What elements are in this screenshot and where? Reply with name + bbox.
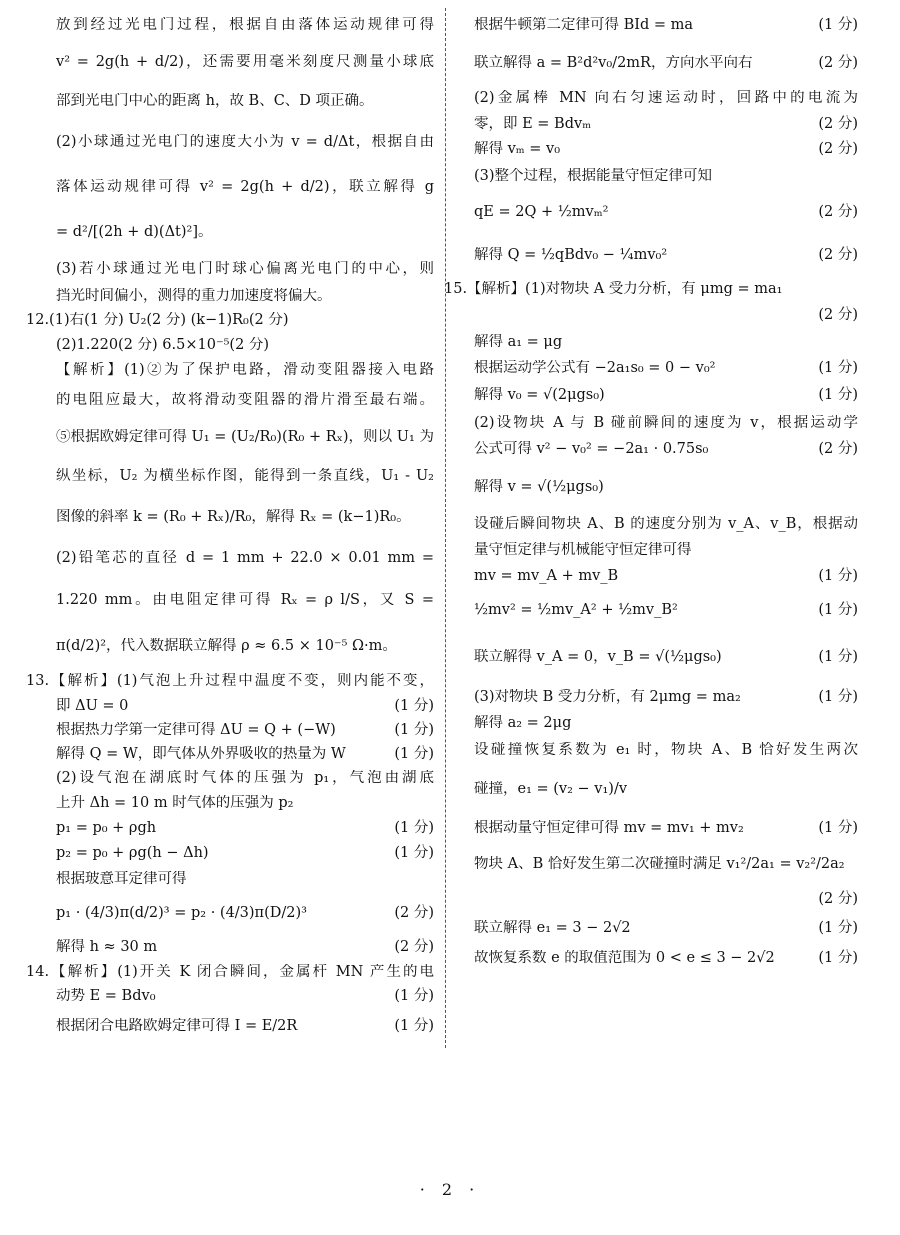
text-line — [56, 985, 434, 1009]
score-points: (1 分) — [394, 745, 434, 762]
line-text: 纵坐标，U₂ 为横坐标作图，能得到一条直线，U₁ - U₂ — [56, 467, 434, 484]
text-line — [474, 303, 858, 329]
line-text: 解得 h ≈ 30 m — [56, 939, 158, 956]
line-text: p₁ = p₀ + ρgh — [56, 820, 157, 837]
text-line — [56, 418, 434, 458]
text-line — [56, 284, 434, 309]
line-text: 碰撞，e₁ = (v₂ − v₁)/v — [474, 781, 628, 798]
text-line — [56, 791, 434, 817]
line-text: 根据动量守恒定律可得 mv = mv₁ + mv₂ — [474, 820, 744, 837]
text-line — [474, 512, 858, 537]
line-text: ⑤根据欧姆定律可得 U₁ = (U₂/R₀)(R₀ + Rₓ)，则以 U₁ 为 — [56, 429, 434, 446]
text-line — [56, 120, 434, 165]
line-text: 【解析】(1)②为了保护电路，滑动变阻器接入电路 — [56, 361, 434, 378]
line-text: 根据运动学公式有 −2a₁s₀ = 0 − v₀² — [474, 359, 716, 376]
text-line — [474, 766, 858, 814]
text-line — [474, 944, 858, 974]
text-line — [56, 742, 434, 767]
line-text: 图像的斜率 k = (R₀ + Rₓ)/R₀，解得 Rₓ = (k−1)R₀。 — [56, 508, 411, 525]
score-points: (1 分) — [818, 601, 858, 618]
text-line — [474, 736, 858, 766]
line-text: (2)设物块 A 与 B 碰前瞬间的速度为 v，根据运动学 — [474, 414, 858, 431]
line-text: 落体运动规律可得 v² = 2g(h + d/2)，联立解得 g — [56, 178, 434, 195]
line-text: 上升 Δh = 10 m 时气体的压强为 p₂ — [56, 795, 294, 812]
line-text: 根据玻意耳定律可得 — [56, 870, 187, 887]
text-line — [474, 564, 858, 589]
score-points: (1 分) — [818, 16, 858, 33]
text-line — [474, 632, 858, 684]
line-text: 解得 Q = ½qBdv₀ − ¼mv₀² — [474, 246, 668, 263]
line-text: 14.【解析】(1)开关 K 闭合瞬间，金属杆 MN 产生的电 — [26, 964, 434, 981]
text-line — [474, 914, 858, 944]
score-points: (1 分) — [394, 721, 434, 738]
text-line — [474, 684, 858, 711]
line-text: 解得 a₂ = 2μg — [474, 714, 572, 731]
text-line — [474, 436, 858, 464]
score-points: (1 分) — [818, 359, 858, 376]
text-line — [474, 162, 858, 191]
text-line — [56, 935, 434, 961]
line-text: 根据闭合电路欧姆定律可得 I = E/2R — [56, 1018, 298, 1035]
text-line — [26, 309, 434, 333]
text-line — [474, 711, 858, 736]
text-line — [474, 191, 858, 234]
line-text: mv = mv_A + mv_B — [474, 567, 619, 584]
line-text: (2)金属棒 MN 向右匀速运动时，回路中的电流为 — [474, 89, 858, 106]
text-line — [474, 234, 858, 277]
line-text: p₁ · (4/3)π(d/2)³ = p₂ · (4/3)π(D/2)³ — [56, 905, 307, 922]
text-line — [56, 358, 434, 383]
score-points: (2 分) — [394, 905, 434, 922]
score-points: (1 分) — [818, 920, 858, 937]
score-points: (1 分) — [818, 820, 858, 837]
line-text: qE = 2Q + ½mvₘ² — [474, 203, 609, 220]
line-text: p₂ = p₀ + ρg(h − Δh) — [56, 844, 209, 861]
line-text: (2)1.220(2 分) 6.5×10⁻⁵(2 分) — [56, 336, 270, 353]
line-text: 根据热力学第一定律可得 ΔU = Q + (−W) — [56, 721, 336, 738]
text-line — [474, 381, 858, 411]
line-text: 设碰撞恢复系数为 e₁ 时，物块 A、B 恰好发生两次 — [474, 742, 858, 759]
line-text: 的电阻应最大，故将滑动变阻器的滑片滑至最右端。 — [56, 391, 434, 408]
text-line — [56, 893, 434, 935]
line-text: 故恢复系数 e 的取值范围为 0 < e ≤ 3 − 2√2 — [474, 950, 775, 967]
score-points: (1 分) — [394, 820, 434, 837]
text-line — [474, 43, 858, 85]
line-text: 零，即 E = Bdvₘ — [474, 115, 592, 132]
score-points: (2 分) — [394, 939, 434, 956]
line-text: (3)若小球通过光电门时球心偏离光电门的中心，则 — [56, 261, 434, 278]
text-line — [474, 886, 858, 914]
text-line — [56, 495, 434, 540]
text-line — [56, 694, 434, 719]
text-line — [26, 961, 434, 985]
line-text: 解得 v₀ = √(2μgs₀) — [474, 387, 605, 404]
text-line — [56, 383, 434, 418]
line-text: 1.220 mm。由电阻定律可得 Rₓ = ρ l/S，又 S = — [56, 591, 434, 608]
right-column — [444, 8, 858, 974]
line-text: 联立解得 v_A = 0，v_B = √(½μgs₀) — [474, 649, 722, 666]
text-line — [56, 866, 434, 893]
line-text: 动势 E = Bdv₀ — [56, 988, 156, 1005]
line-text: = d²/[(2h + d)(Δt)²]。 — [56, 224, 213, 241]
text-line — [56, 767, 434, 791]
score-points: (1 分) — [818, 950, 858, 967]
line-text: 量守恒定律与机械能守恒定律可得 — [474, 541, 692, 558]
text-line — [474, 8, 858, 43]
line-text: 联立解得 e₁ = 3 − 2√2 — [474, 920, 631, 937]
line-text: 解得 a₁ = μg — [474, 333, 563, 350]
text-line — [56, 578, 434, 623]
score-points: (1 分) — [394, 1018, 434, 1035]
line-text: 解得 v = √(½μgs₀) — [474, 479, 604, 496]
text-line — [444, 277, 858, 303]
score-points: (1 分) — [394, 988, 434, 1005]
text-line — [474, 112, 858, 137]
text-line — [474, 844, 858, 886]
text-line — [56, 719, 434, 742]
score-points: (2 分) — [818, 246, 858, 263]
score-points: (2 分) — [818, 441, 858, 458]
line-text: (2)小球通过光电门的速度大小为 v = d/Δt，根据自由 — [56, 133, 434, 150]
line-text: (2)铅笔芯的直径 d = 1 mm + 22.0 × 0.01 mm = — [56, 550, 434, 567]
text-line — [56, 333, 434, 358]
line-text: (3)对物块 B 受力分析，有 2μmg = ma₂ — [474, 688, 741, 705]
text-line — [26, 670, 434, 694]
text-line — [56, 540, 434, 578]
line-text: 部到光电门中心的距离 h，故 B、C、D 项正确。 — [56, 92, 374, 109]
line-text: 即 ΔU = 0 — [56, 697, 129, 714]
text-line — [56, 1009, 434, 1045]
line-text: 13.【解析】(1)气泡上升过程中温度不变，则内能不变， — [26, 673, 434, 690]
line-text: (3)整个过程，根据能量守恒定律可知 — [474, 167, 713, 184]
text-line — [56, 8, 434, 43]
score-points: (2 分) — [818, 115, 858, 132]
line-text: 设碰后瞬间物块 A、B 的速度分别为 v_A、v_B，根据动 — [474, 515, 858, 532]
text-line — [56, 165, 434, 210]
text-line — [474, 464, 858, 512]
line-text: 15.【解析】(1)对物块 A 受力分析，有 μmg = ma₁ — [444, 281, 783, 298]
line-text: v² = 2g(h + d/2)，还需要用毫米刻度尺测量小球底 — [56, 54, 434, 71]
left-column — [26, 8, 434, 1045]
line-text: 解得 Q = W，即气体从外界吸收的热量为 W — [56, 745, 346, 762]
text-line — [474, 356, 858, 381]
score-points: (2 分) — [818, 203, 858, 220]
text-line — [474, 85, 858, 112]
line-text: (2)设气泡在湖底时气体的压强为 p₁，气泡由湖底 — [56, 770, 434, 787]
column-divider — [445, 8, 446, 1048]
text-line — [474, 589, 858, 632]
text-line — [56, 43, 434, 83]
score-points: (2 分) — [818, 55, 858, 72]
line-text: 挡光时间偏小，测得的重力加速度将偏大。 — [56, 287, 332, 304]
line-text: 物块 A、B 恰好发生第二次碰撞时满足 v₁²/2a₁ = v₂²/2a₂ — [474, 856, 845, 873]
text-line — [474, 329, 858, 356]
text-line — [56, 458, 434, 495]
text-line — [56, 256, 434, 284]
text-line — [56, 83, 434, 120]
score-points: (1 分) — [818, 688, 858, 705]
line-text: 12.(1)右(1 分) U₂(2 分) (k−1)R₀(2 分) — [26, 312, 289, 329]
text-line — [56, 623, 434, 670]
score-points: (1 分) — [818, 567, 858, 584]
text-line — [474, 537, 858, 564]
line-text: π(d/2)²，代入数据联立解得 ρ ≈ 6.5 × 10⁻⁵ Ω·m。 — [56, 637, 397, 654]
line-text: 放到经过光电门过程，根据自由落体运动规律可得 — [56, 16, 434, 33]
text-line — [474, 411, 858, 436]
text-line — [56, 841, 434, 866]
line-text: 联立解得 a = B²d²v₀/2mR，方向水平向右 — [474, 55, 753, 72]
line-text: ½mv² = ½mv_A² + ½mv_B² — [474, 601, 678, 618]
line-text: 公式可得 v² − v₀² = −2a₁ · 0.75s₀ — [474, 441, 709, 458]
score-points: (2 分) — [818, 140, 858, 157]
score-points: (2 分) — [818, 891, 858, 908]
text-line — [56, 817, 434, 841]
page-number: · 2 · — [419, 1180, 481, 1199]
score-points: (1 分) — [818, 387, 858, 404]
score-points: (2 分) — [818, 307, 858, 324]
score-points: (1 分) — [818, 649, 858, 666]
text-line — [56, 210, 434, 256]
line-text: 根据牛顿第二定律可得 BId = ma — [474, 16, 694, 33]
text-line — [474, 814, 858, 844]
score-points: (1 分) — [394, 697, 434, 714]
score-points: (1 分) — [394, 844, 434, 861]
line-text: 解得 vₘ = v₀ — [474, 140, 561, 157]
text-line — [474, 137, 858, 162]
